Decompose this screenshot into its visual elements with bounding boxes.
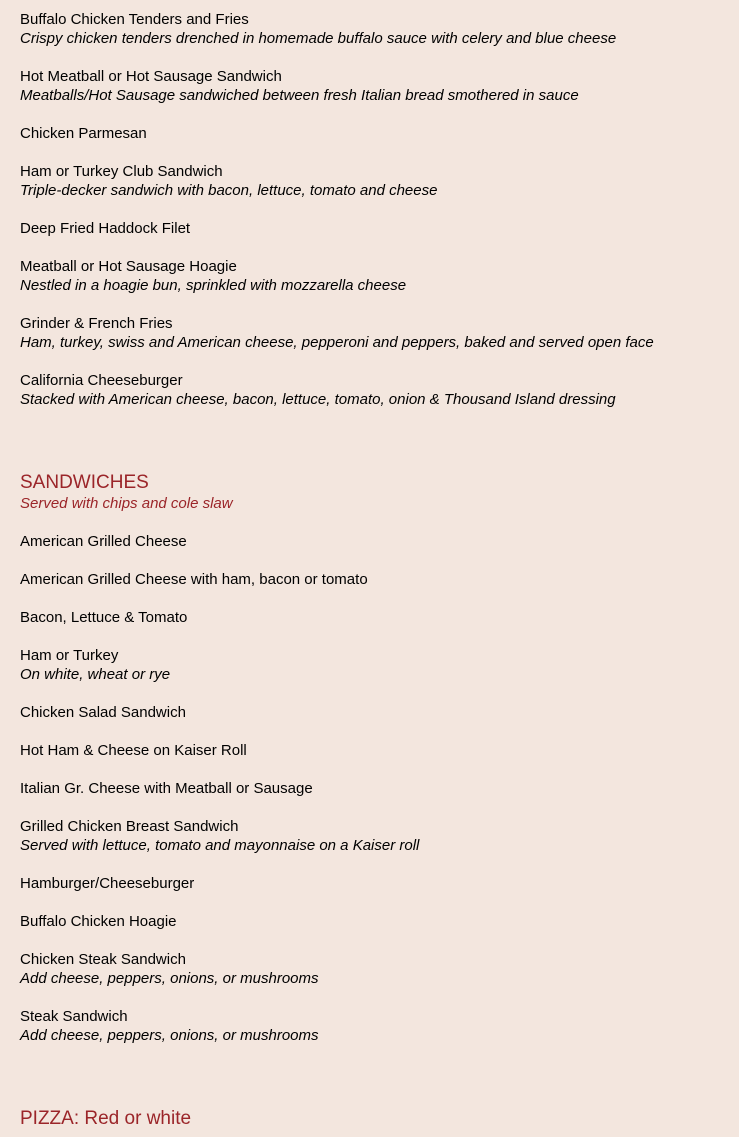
section-title: PIZZA: Red or white xyxy=(20,1108,192,1129)
top-items-list xyxy=(20,10,719,409)
item-name: American Grilled Cheese with ham, bacon or tomato xyxy=(20,571,368,588)
section-subtitle: Served with chips and cole slaw xyxy=(20,495,233,512)
item-name: Italian Gr. Cheese with Meatball or Sausage xyxy=(20,780,313,797)
item-name: Buffalo Chicken Hoagie xyxy=(20,913,177,930)
item-name: California Cheeseburger xyxy=(20,372,183,389)
item-name: Hot Meatball or Hot Sausage Sandwich xyxy=(20,68,282,85)
item-description: Served with lettuce, tomato and mayonnaise on a Kaiser roll xyxy=(20,837,420,854)
item-description: Nestled in a hoagie bun, sprinkled with mozzarella cheese xyxy=(20,277,407,294)
item-name: Ham or Turkey xyxy=(20,647,119,664)
menu-item xyxy=(20,874,719,893)
item-description: Add cheese, peppers, onions, or mushrooms xyxy=(20,1027,319,1044)
menu-item xyxy=(20,817,719,855)
item-name: Chicken Salad Sandwich xyxy=(20,704,186,721)
menu-item xyxy=(20,779,719,798)
item-name: Ham or Turkey Club Sandwich xyxy=(20,163,223,180)
item-name: Deep Fried Haddock Filet xyxy=(20,220,191,237)
item-description: Crispy chicken tenders drenched in homemade buffalo sauce with celery and blue cheese xyxy=(20,30,617,47)
item-name: American Grilled Cheese xyxy=(20,533,187,550)
menu-item xyxy=(20,10,719,48)
item-name: Meatball or Hot Sausage Hoagie xyxy=(20,258,237,275)
item-name: Grilled Chicken Breast Sandwich xyxy=(20,818,239,835)
item-name: Hot Ham & Cheese on Kaiser Roll xyxy=(20,742,247,759)
item-name: Buffalo Chicken Tenders and Fries xyxy=(20,11,249,28)
section-spacer xyxy=(20,428,719,466)
menu-item xyxy=(20,67,719,105)
menu-item xyxy=(20,912,719,931)
item-description: On white, wheat or rye xyxy=(20,666,171,683)
menu-item xyxy=(20,162,719,200)
menu-item xyxy=(20,741,719,760)
menu-item xyxy=(20,646,719,684)
item-description: Stacked with American cheese, bacon, lettuce, tomato, onion & Thousand Island dressing xyxy=(20,391,616,408)
menu-item xyxy=(20,371,719,409)
item-name: Chicken Parmesan xyxy=(20,125,147,142)
section-header xyxy=(20,466,719,513)
pizza-section xyxy=(20,1102,719,1130)
item-description: Add cheese, peppers, onions, or mushrooms xyxy=(20,970,319,987)
menu-item xyxy=(20,703,719,722)
item-name: Hamburger/Cheeseburger xyxy=(20,875,195,892)
section-spacer xyxy=(20,1064,719,1102)
item-name: Bacon, Lettuce & Tomato xyxy=(20,609,188,626)
item-description: Meatballs/Hot Sausage sandwiched between fresh Italian bread smothered in sauce xyxy=(20,87,579,104)
item-description: Ham, turkey, swiss and American cheese, pepperoni and peppers, baked and served open face xyxy=(20,334,654,351)
menu-item xyxy=(20,1007,719,1045)
menu-item xyxy=(20,219,719,238)
sandwiches-section xyxy=(20,466,719,1045)
item-description: Triple-decker sandwich with bacon, lettuce, tomato and cheese xyxy=(20,182,438,199)
menu-item xyxy=(20,257,719,295)
menu-item xyxy=(20,314,719,352)
menu-item xyxy=(20,950,719,988)
section-header xyxy=(20,1102,719,1130)
menu-item xyxy=(20,570,719,589)
item-name: Grinder & French Fries xyxy=(20,315,173,332)
section-title: SANDWICHES xyxy=(20,472,149,493)
menu-item xyxy=(20,124,719,143)
item-name: Chicken Steak Sandwich xyxy=(20,951,186,968)
menu-item xyxy=(20,608,719,627)
item-name: Steak Sandwich xyxy=(20,1008,128,1025)
menu-item xyxy=(20,532,719,551)
